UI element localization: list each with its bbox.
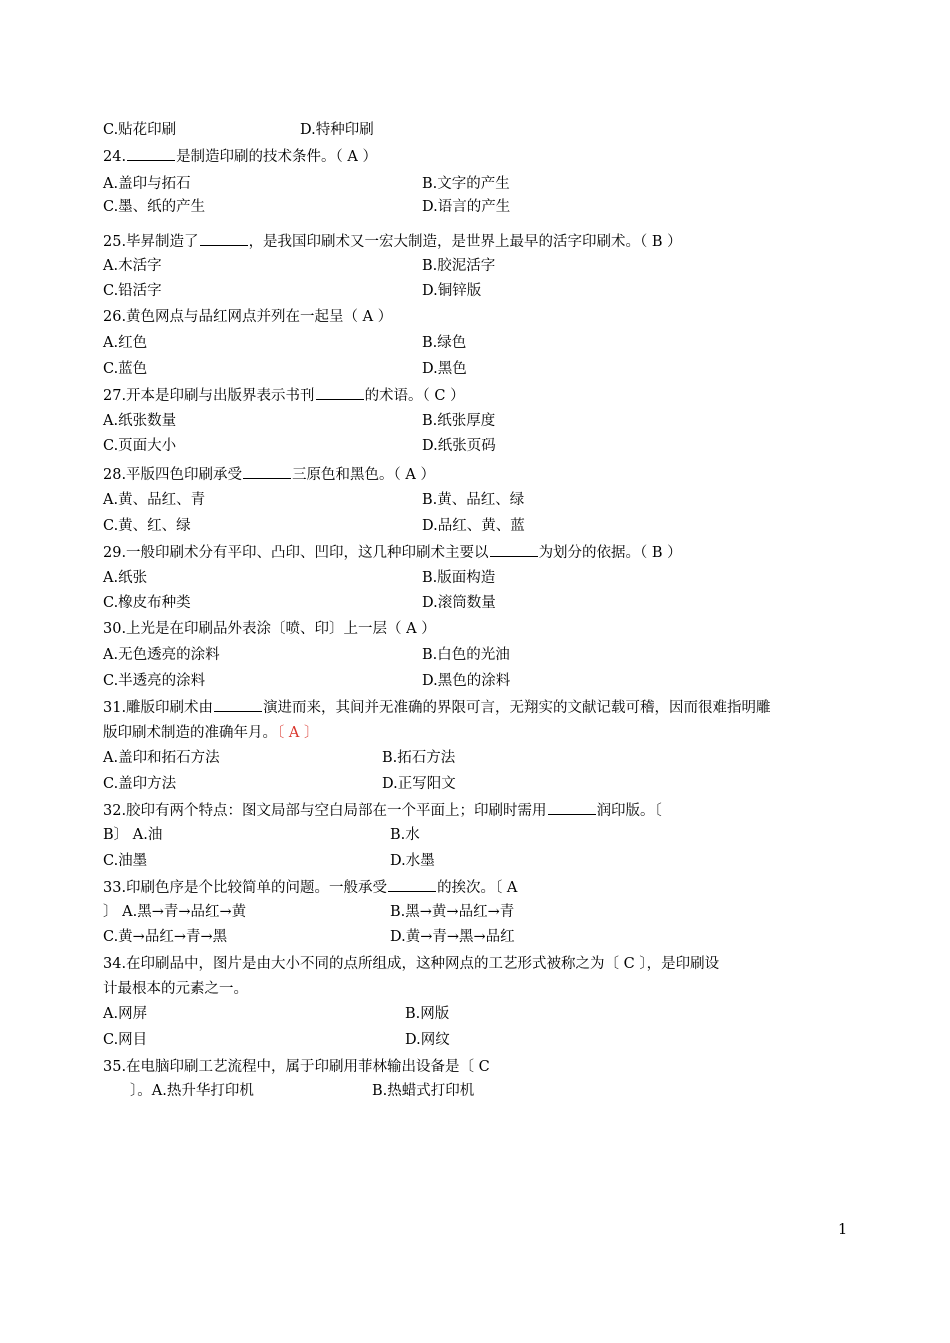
q28-option-a: A.黄、品红、青 xyxy=(103,492,206,508)
q33-stem: 33.印刷色序是个比较简单的问题。一般承受 的挨次。〔 A xyxy=(103,877,517,897)
q24-option-b: B.文字的产生 xyxy=(422,176,510,192)
q29-option-b: B.版面构造 xyxy=(422,570,496,586)
q26-stem: 26.黄色网点与品红网点并列在一起呈（ A ） xyxy=(103,309,393,325)
q31-option-b: B.拓石方法 xyxy=(382,750,456,766)
q27-option-a: A.纸张数量 xyxy=(103,413,177,429)
q25-option-c: C.铅活字 xyxy=(103,283,162,299)
answer-blank xyxy=(388,877,436,892)
q33-option-d: D.黄→青→黑→品红 xyxy=(390,929,515,945)
q29-option-c: C.橡皮布种类 xyxy=(103,595,191,611)
q34-option-b: B.网版 xyxy=(405,1006,450,1022)
q28-option-d: D.品红、黄、蓝 xyxy=(422,518,525,534)
q31-stem-continued: 版印刷术制造的准确年月。〔 A 〕 xyxy=(103,725,319,741)
q30-stem: 30.上光是在印刷品外表涂〔喷、印〕上一层（ A ） xyxy=(103,621,436,637)
q30-option-b: B.白色的光油 xyxy=(422,647,510,663)
q27-option-b: B.纸张厚度 xyxy=(422,413,496,429)
q34-option-c: C.网目 xyxy=(103,1032,148,1048)
q29-option-a: A.纸张 xyxy=(103,570,148,586)
q26-option-c: C.蓝色 xyxy=(103,361,148,377)
q34-option-d: D.网纹 xyxy=(405,1032,450,1048)
q31-option-d: D.正写阳文 xyxy=(382,776,456,792)
q23-option-c: C.贴花印刷 xyxy=(103,122,177,138)
q27-stem: 27.开本是印刷与出版界表示书刊 的术语。（ C ） xyxy=(103,385,465,405)
answer-blank xyxy=(127,146,175,161)
q32-stem: 32.胶印有两个特点：图文局部与空白局部在一个平面上；印刷时需用 润印版。〔 xyxy=(103,800,662,820)
q29-stem: 29.一般印刷术分有平印、凸印、凹印，这几种印刷术主要以 为划分的依据。（ B ） xyxy=(103,542,682,562)
page-number: 1 xyxy=(838,1222,848,1238)
q32-option-a: B〕 A.油 xyxy=(103,827,163,843)
q33-option-b: B.黑→黄→品红→青 xyxy=(390,904,515,920)
q30-option-d: D.黑色的涂料 xyxy=(422,673,511,689)
q26-option-b: B.绿色 xyxy=(422,335,467,351)
q26-option-d: D.黑色 xyxy=(422,361,467,377)
q24-option-a: A.盖印与拓石 xyxy=(103,176,191,192)
q34-stem: 34.在印刷品中，图片是由大小不同的点所组成，这种网点的工艺形式被称之为〔 C 〕，是印刷设 xyxy=(103,956,720,972)
answer-blank xyxy=(243,464,291,479)
q24-stem: 24. 是制造印刷的技术条件。（ A ） xyxy=(103,146,377,166)
q31-option-a: A.盖印和拓石方法 xyxy=(103,750,220,766)
q35-option-a: 〕。A.热升华打印机 xyxy=(130,1083,254,1099)
q27-option-c: C.页面大小 xyxy=(103,438,177,454)
q24-option-c: C.墨、纸的产生 xyxy=(103,199,206,215)
q31-stem: 31.雕版印刷术由 演进而来，其间并无准确的界限可言，无翔实的文献记载可稽，因而很难指明雕 xyxy=(103,697,771,717)
q31-answer-red: 〔 A 〕 xyxy=(277,725,319,741)
q30-option-a: A.无色透亮的涂料 xyxy=(103,647,220,663)
answer-blank xyxy=(490,542,538,557)
q32-option-d: D.水墨 xyxy=(390,853,435,869)
answer-blank xyxy=(316,385,364,400)
answer-blank xyxy=(548,800,596,815)
q31-option-c: C.盖印方法 xyxy=(103,776,177,792)
q25-option-a: A.木活字 xyxy=(103,258,162,274)
q26-option-a: A.红色 xyxy=(103,335,148,351)
q34-stem-continued: 计最根本的元素之一。 xyxy=(103,981,248,997)
q35-option-b: B.热蜡式打印机 xyxy=(372,1083,475,1099)
answer-blank xyxy=(200,231,248,246)
q24-option-d: D.语言的产生 xyxy=(422,199,511,215)
q29-option-d: D.滚筒数量 xyxy=(422,595,496,611)
q28-option-b: B.黄、品红、绿 xyxy=(422,492,525,508)
q28-stem: 28.平版四色印刷承受 三原色和黑色。（ A ） xyxy=(103,464,435,484)
q28-option-c: C.黄、红、绿 xyxy=(103,518,191,534)
q25-stem: 25.毕昇制造了 ，是我国印刷术又一宏大制造，是世界上最早的活字印刷术。（ B ） xyxy=(103,231,682,251)
q33-option-a: 〕 A.黑→青→品红→黄 xyxy=(103,904,247,920)
q30-option-c: C.半透亮的涂料 xyxy=(103,673,206,689)
q32-option-c: C.油墨 xyxy=(103,853,148,869)
q27-option-d: D.纸张页码 xyxy=(422,438,496,454)
q35-stem: 35.在电脑印刷工艺流程中，属于印刷用菲林输出设备是〔 C xyxy=(103,1059,490,1075)
q32-option-b: B.水 xyxy=(390,827,420,843)
q33-option-c: C.黄→品红→青→黑 xyxy=(103,929,228,945)
q25-option-b: B.胶泥活字 xyxy=(422,258,496,274)
q25-option-d: D.铜锌版 xyxy=(422,283,482,299)
answer-blank xyxy=(214,697,262,712)
q23-option-d: D.特种印刷 xyxy=(300,122,374,138)
q34-option-a: A.网屏 xyxy=(103,1006,148,1022)
